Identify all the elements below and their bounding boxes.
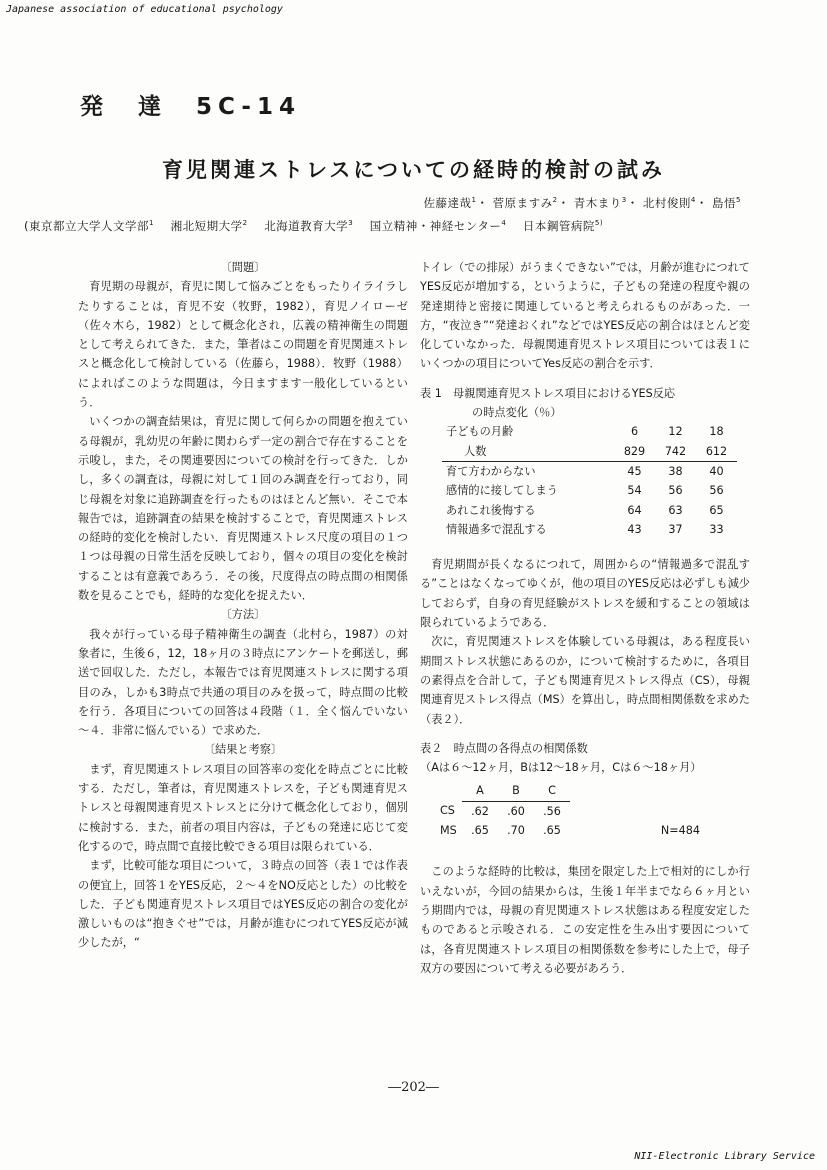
author-mark: 4: [690, 196, 696, 205]
paragraph: トイレ（での排尿）がうまくできない”では，月齢が進むにつれてYES反応が増加する，というように，子どもの発達の程度や親の発達期待と密接に関連していると考えられるものがあった．一方，“夜泣き”“発達おくれ”などではYES反応の割合はほとんど変化していなかった．母親関連育児ストレス項目については表１にいくつかの項目についてYes反応の割合を示す．: [420, 261, 750, 371]
journal-header: Japanese association of educational psychology: [6, 4, 283, 15]
table-note: [570, 801, 700, 821]
table-header-col: C: [534, 781, 570, 801]
section-heading-results: 〔結果と考察〕: [203, 743, 283, 757]
author-separator: ・: [626, 196, 639, 210]
author-name: 島悟: [712, 196, 737, 210]
table-cell: 43: [627, 522, 642, 536]
table-row: [442, 520, 737, 539]
table-row: [440, 801, 700, 821]
table-cell: 45: [627, 464, 642, 478]
table-row: [442, 501, 737, 520]
table-cell: .60: [507, 804, 525, 818]
paragraph: 育児期の母親が，育児に関して悩みごとをもったりイライラしたりすることは，育児不安（牧野，1982），育児ノイローゼ（佐々木ら，1982）として概念化され，広義の精神衛生の問題として考えられてきた．また，筆者はこの問題を育児関連ストレスと概念化して検討している（佐藤ら，1988）．牧野（1988）によればこのような問題は，今日ますます一般化しているという．: [78, 280, 408, 410]
table-header-col: A: [462, 781, 498, 801]
table-cell: 63: [668, 503, 683, 517]
table1-caption-line: 表 1 母親関連育児ストレス項目におけるYES反応: [420, 386, 676, 400]
table-header-col: B: [498, 781, 534, 801]
author-list: [424, 195, 741, 211]
table-row-label: CS: [440, 804, 455, 818]
affiliation-mark: 2: [242, 219, 248, 228]
author-separator: ・: [695, 196, 708, 210]
table-row: [442, 481, 737, 500]
table-cell: 33: [709, 522, 724, 536]
table-row: [442, 422, 737, 441]
paragraph: このような経時的比較は，集団を限定した上で相対的にしか行いえないが，今回の結果からは，生後１年半までなら６ヶ月という期間内では，母親の育児関連ストレス状態はある程度安定したものであると示唆される．この安定性を生み出す要因については，各育児関連ストレス項目の相関係数を参考にした上で，母子双方の要因について考える必要があろう．: [420, 865, 750, 975]
table-row-label: MS: [440, 824, 457, 838]
paper-title: 育児関連ストレスについての経時的検討の試み: [162, 158, 665, 182]
affiliation-mark: 1: [149, 219, 154, 228]
table-item: 感情的に接してしまう: [446, 484, 558, 498]
author-separator: ・: [476, 196, 489, 210]
author-name: 青木まり: [573, 196, 622, 210]
table-cell: 829: [614, 442, 655, 462]
affiliation-list: [24, 218, 603, 234]
paragraph: 我々が行っている母子精神衛生の調査（北村ら，1987）の対象者に，生後６，12，18ヶ月の３時点にアンケートを郵送し，郵送で回収した．ただし，本報告では育児関連ストレスに関する項目のみ，しかも3時点で共通の項目のみを扱って，時点間の比較を行う．各項目についての回答は４段階（１．全く悩んでいない～４．非常に悩んでいる）で求めた．: [78, 627, 408, 738]
table-header-month: 18: [709, 425, 724, 439]
author-name: 菅原ますみ: [492, 196, 553, 210]
table-item: あれこれ後悔する: [446, 503, 536, 517]
paragraph: まず，育児関連ストレス項目の回答率の変化を時点ごとに比較する．ただし，筆者は，育児関連ストレスを，子ども関連育児ストレスと母親関連育児ストレスとに分けて概念化しており，個別に検討する．また，前者の項目内容は，子どもの発達に応じて変化するので，時点間で直接比較できる項目は限られている．: [78, 762, 408, 853]
library-footer: NII-Electronic Library Service: [634, 1151, 815, 1162]
paragraph: 次に，育児関連ストレスを体験している母親は，ある程度長い期間ストレス状態にあるのか，について検討するために，各項目の素得点を合計して，子ども関連育児ストレス得点（CS），母親関連育児ストレス得点（MS）を算出し，時点間相関係数を求めた（表２）．: [420, 635, 750, 726]
author-mark: 3: [621, 196, 627, 205]
author-mark: 2: [552, 196, 558, 205]
table-row: [442, 461, 737, 481]
table-row: [440, 781, 700, 801]
table-cell: 37: [668, 522, 683, 536]
paragraph: いくつかの調査結果は，育児に関して何らかの問題を抱えている母親が，乳幼児の年齢に関わらず一定の割合で存在することを示唆し，また，その関連要因についての検討を行ってきた．しかし，多くの調査は，母親に対して１回のみ調査を行っており，同じ母親を対象に追跡調査を行ったものはほとんど無い．そこで本報告では，追跡調査の結果を検討することで，育児関連ストレスの経時的変化を検討したい．育児関連ストレス尺度の項目の１つ１つは母親の日常生活を反映しており，個々の項目の変化を検討することは有意義であろう．その後，尺度得点の時点間の相関係数を見ることでも，経時的な変化を捉えたい．: [78, 415, 408, 603]
page-number: ―202―: [388, 1080, 439, 1095]
session-code: 発 達 5C-14: [80, 94, 301, 120]
table-header-n: 人数: [442, 442, 614, 462]
table-cell: 54: [627, 484, 642, 498]
affiliation-name: 北海道教育大学: [264, 219, 349, 233]
table-cell: .65: [471, 824, 489, 838]
table-cell: 742: [655, 442, 696, 462]
table-cell: 38: [668, 464, 683, 478]
table-header-month: 6: [630, 425, 639, 439]
table-header-month: 12: [668, 425, 683, 439]
table-item: 情報過多で混乱する: [446, 522, 547, 536]
section-heading-problem: 〔問題〕: [220, 261, 266, 274]
table-cell: 40: [709, 464, 724, 478]
table2-caption: [420, 739, 750, 778]
author-name: 佐藤達哉: [423, 196, 472, 210]
affiliation-mark: 5): [594, 219, 604, 228]
table1-caption-line: の時点変化（％）: [472, 406, 562, 420]
table-cell: .62: [471, 804, 489, 818]
table-note: N=484: [660, 824, 700, 838]
affiliation-name: 湘北短期大学: [170, 219, 243, 233]
table-cell: 612: [696, 442, 737, 462]
table-item: 育て方わからない: [446, 464, 536, 478]
table-cell: 64: [627, 503, 642, 517]
affiliation-mark: 3: [348, 219, 354, 228]
table2-caption-line: 表２ 時点間の各得点の相関係数: [420, 741, 588, 755]
table2: [440, 781, 700, 840]
affiliation-name: 日本鋼管病院: [522, 219, 595, 233]
author-separator: ・: [557, 196, 570, 210]
table-row: [442, 442, 737, 462]
affiliation-name: (東京都立大学人文学部: [24, 219, 149, 233]
paragraph: まず，比較可能な項目について，３時点の回答（表１では作表の便宜上，回答１をYES反応，２～４をNO反応とした）の比較をした．子ども関連育児ストレス項目ではYES反応の割合の変化が激しいものは“抱きぐせ”では，月齢が進むにつれてYES反応が減少したが，“: [78, 859, 408, 950]
paragraph: 育児期間が長くなるにつれて，周囲からの“情報過多で混乱する”ことはなくなってゆくが，他の項目のYES反応は必ずしも減少しておらず，自身の育児経験がストレスを緩和することの領域は限られているようである．: [420, 558, 750, 630]
table2-caption-line: （Aは６～12ヶ月，Bは12～18ヶ月，Cは６～18ヶ月）: [420, 761, 702, 775]
table1: [442, 422, 737, 539]
table-cell: 56: [709, 484, 724, 498]
author-mark: 5: [736, 196, 741, 205]
table-cell: .65: [543, 824, 561, 838]
table-cell: .70: [507, 824, 525, 838]
author-name: 北村俊則: [642, 196, 691, 210]
left-column: [78, 258, 408, 953]
table-cell: 65: [709, 503, 724, 517]
affiliation-name: 国立精神・神経センター: [369, 219, 502, 233]
table-cell: 56: [668, 484, 683, 498]
table1-caption: [420, 384, 750, 423]
author-mark: 1: [471, 196, 477, 205]
table-cell: .56: [543, 804, 561, 818]
affiliation-mark: 4: [501, 219, 507, 228]
section-heading-method: 〔方法〕: [220, 608, 266, 622]
table-header-age: 子どもの月齢: [446, 425, 514, 439]
right-column: [420, 258, 750, 978]
table-row: [440, 821, 700, 840]
